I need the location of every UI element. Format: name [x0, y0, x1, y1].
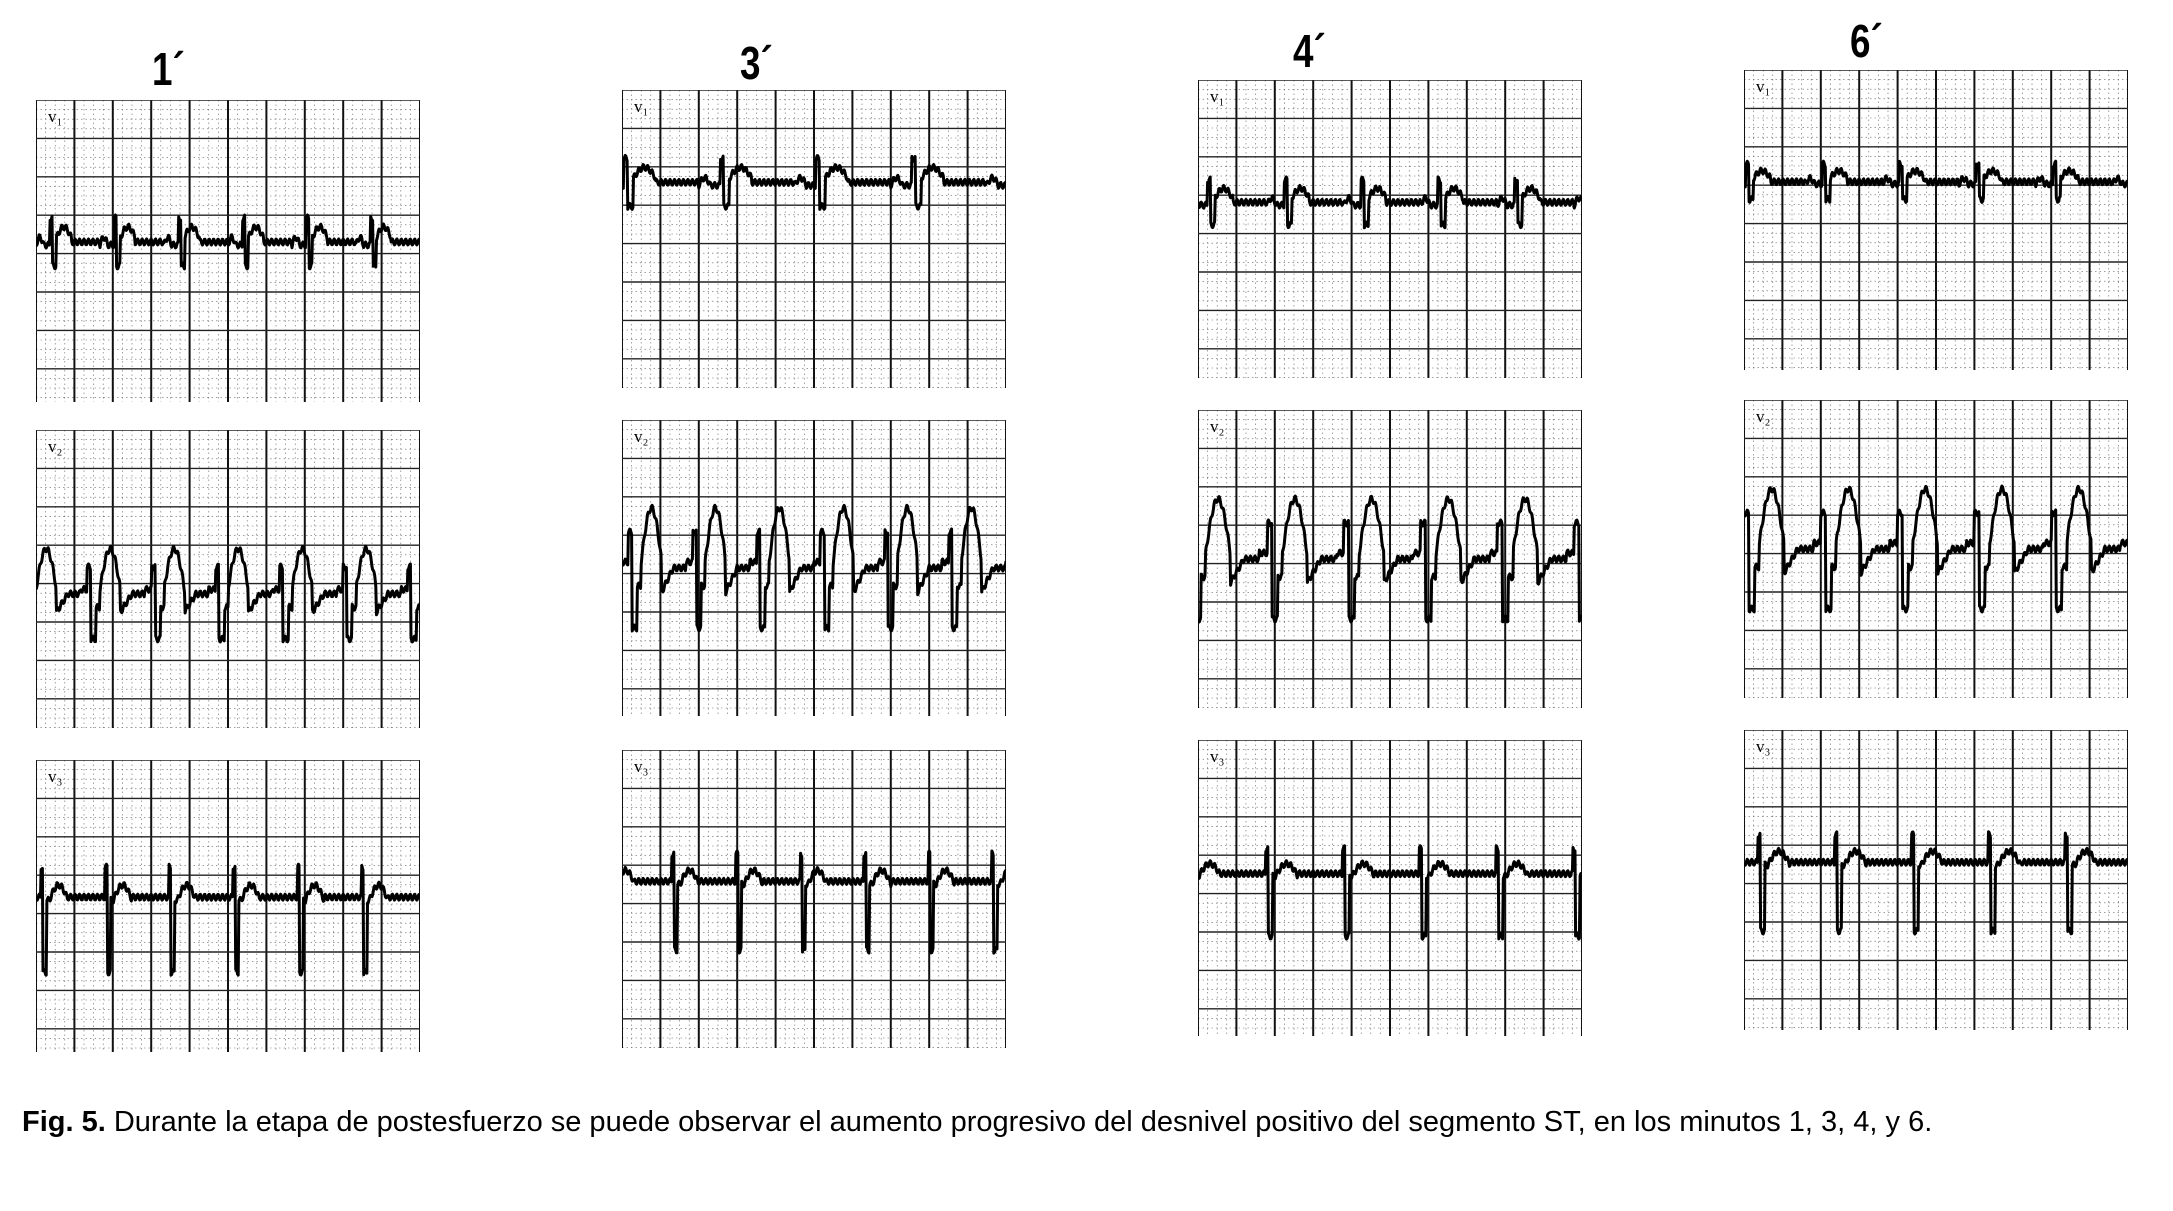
ecg-panel-1-v2: [36, 430, 420, 728]
ecg-panel-4-v1: [1198, 80, 1582, 378]
ecg-panel-6-v3: [1744, 730, 2128, 1030]
lead-label-v2: v₂: [1210, 417, 1225, 436]
ecg-strip: [622, 90, 1006, 388]
lead-label-v3: v₃: [634, 757, 649, 776]
ecg-panel-4-v2: [1198, 410, 1582, 708]
time-label-6: 6´: [1850, 15, 1883, 67]
ecg-strip: [1744, 70, 2128, 370]
ecg-panel-6-v1: [1744, 70, 2128, 370]
ecg-panel-4-v3: [1198, 740, 1582, 1036]
ecg-strip: [622, 750, 1006, 1048]
ecg-strip: [36, 760, 420, 1052]
lead-label-v1: v₁: [1756, 77, 1771, 96]
lead-label-v2: v₂: [634, 427, 649, 446]
ecg-panel-3-v1: [622, 90, 1006, 388]
ecg-strip: [1744, 400, 2128, 698]
ecg-strip: [1198, 80, 1582, 378]
ecg-panel-3-v2: [622, 420, 1006, 716]
lead-label-v3: v₃: [48, 767, 63, 786]
ecg-panel-1-v3: [36, 760, 420, 1052]
ecg-panel-3-v3: [622, 750, 1006, 1048]
lead-label-v2: v₂: [1756, 407, 1771, 426]
lead-label-v1: v₁: [48, 107, 63, 126]
ecg-strip: [36, 100, 420, 402]
time-label-3: 3´: [740, 37, 773, 89]
ecg-strip: [1744, 730, 2128, 1030]
ecg-strip: [1198, 410, 1582, 708]
ecg-strip: [622, 420, 1006, 716]
caption-label: Fig. 5.: [22, 1106, 106, 1138]
time-label-1: 1´: [152, 43, 185, 95]
time-label-4: 4´: [1293, 25, 1326, 77]
lead-label-v2: v₂: [48, 437, 63, 456]
ecg-strip: [36, 430, 420, 728]
caption-text: Durante la etapa de postesfuerzo se puede observar el aumento progresivo del desnivel positivo del segmento ST, en los minutos 1, 3, 4, y 6.: [105, 1106, 1933, 1138]
lead-label-v1: v₁: [634, 97, 649, 116]
figure-caption: [22, 1105, 2142, 1139]
ecg-panel-1-v1: [36, 100, 420, 402]
ecg-strip: [1198, 740, 1582, 1036]
lead-label-v1: v₁: [1210, 87, 1225, 106]
ecg-panel-6-v2: [1744, 400, 2128, 698]
lead-label-v3: v₃: [1756, 737, 1771, 756]
lead-label-v3: v₃: [1210, 747, 1225, 766]
